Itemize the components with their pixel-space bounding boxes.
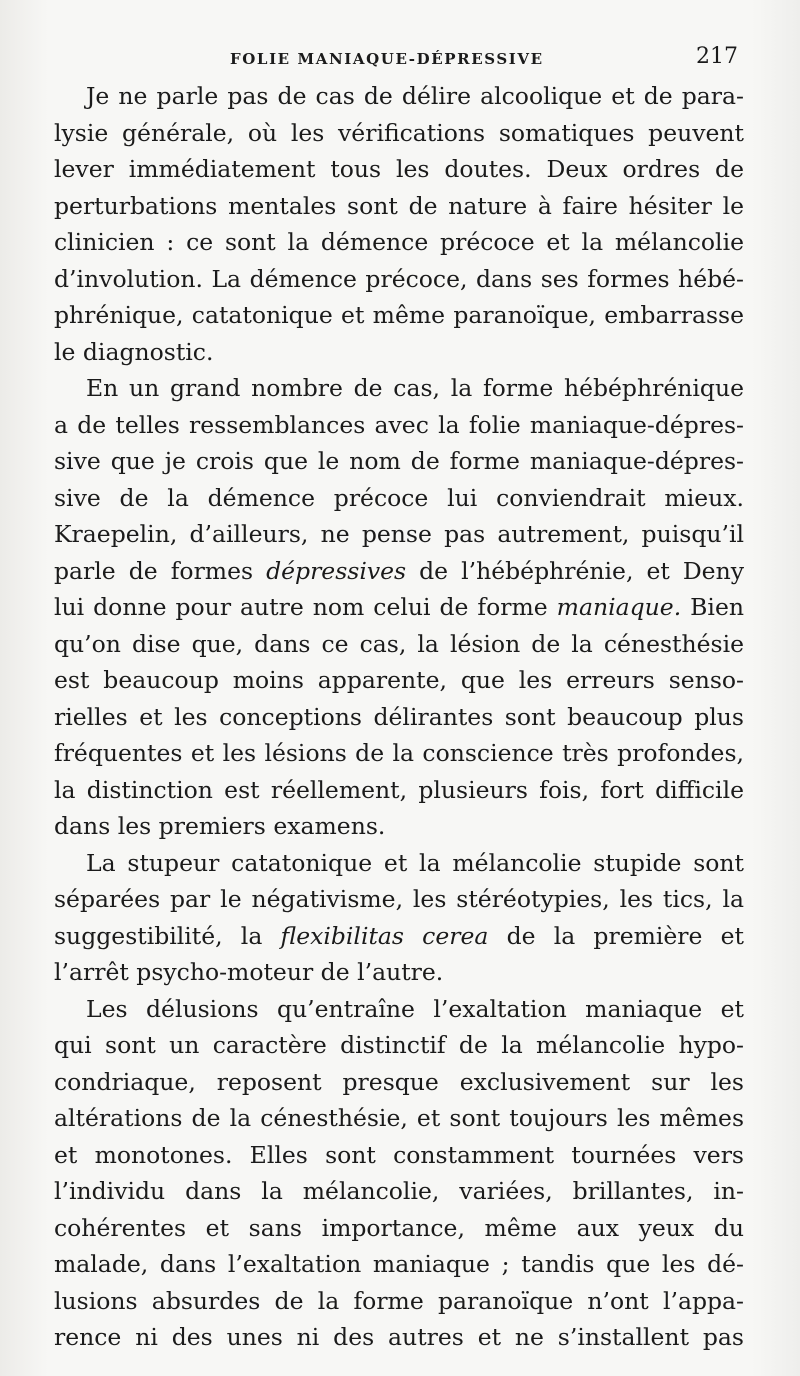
text-line — [54, 151, 744, 188]
running-head — [56, 44, 742, 76]
line-text: altérations de la cénesthésie, et sont toujours les mêmes — [54, 1104, 744, 1132]
text-line — [54, 808, 744, 845]
line-text-after: Bien — [681, 593, 744, 621]
italic-term: dépressives — [266, 556, 407, 585]
text-line — [54, 224, 744, 261]
line-text: En un grand nombre de cas, la forme hébéphrénique — [86, 374, 744, 402]
line-text: fréquentes et les lésions de la conscience très profondes, — [54, 739, 744, 767]
line-text: l’individu dans la mélancolie, variées, brillantes, in- — [54, 1177, 744, 1205]
text-line — [54, 1100, 744, 1137]
line-text: sive de la démence précoce lui conviendrait mieux. — [54, 483, 744, 512]
line-text-before: suggestibilité, la — [54, 921, 281, 950]
text-line — [54, 407, 744, 444]
text-line — [54, 1283, 744, 1320]
text-line — [54, 1210, 744, 1247]
text-line — [54, 881, 744, 918]
text-line — [54, 735, 744, 772]
text-line — [54, 334, 744, 371]
line-text: Je ne parle pas de cas de délire alcoolique et de para- — [86, 82, 744, 110]
line-text: rence ni des unes ni des autres et ne s’installent pas — [54, 1323, 744, 1351]
line-text: séparées par le négativisme, les stéréotypies, les tics, la — [54, 885, 744, 913]
line-text: l’arrêt psycho-moteur de l’autre. — [54, 958, 444, 986]
line-text: phrénique, catatonique et même paranoïque, embarrasse — [54, 301, 744, 329]
line-text: le diagnostic. — [54, 337, 214, 366]
body-text — [54, 78, 744, 1356]
text-line — [54, 78, 744, 115]
line-text: cohérentes et sans importance, même aux yeux du — [54, 1213, 744, 1242]
text-line — [54, 188, 744, 225]
text-line — [54, 772, 744, 809]
text-line — [54, 516, 744, 553]
line-text: condriaque, reposent presque exclusivement sur les — [54, 1067, 744, 1096]
text-line — [54, 115, 744, 152]
text-line — [54, 589, 744, 626]
line-text: perturbations mentales sont de nature à faire hésiter le — [54, 191, 744, 220]
line-text: Kraepelin, d’ailleurs, ne pense pas autrement, puisqu’il — [54, 520, 744, 548]
line-text-after: de l’hébéphrénie, et Deny — [406, 556, 744, 585]
text-line — [54, 1319, 744, 1356]
text-line — [54, 480, 744, 517]
text-line — [54, 845, 744, 882]
line-text: et monotones. Elles sont constamment tournées vers — [54, 1140, 744, 1169]
page-number: 217 — [696, 44, 738, 69]
text-line — [54, 443, 744, 480]
line-text: clinicien : ce sont la démence précoce et la mélancolie — [54, 228, 744, 256]
line-text: lusions absurdes de la forme paranoïque n’ont l’appa- — [54, 1286, 744, 1315]
line-text: lever immédiatement tous les doutes. Deux ordres de — [54, 155, 744, 183]
text-line — [54, 1173, 744, 1210]
line-text-after: de la première et — [488, 921, 744, 950]
text-line — [54, 370, 744, 407]
text-line — [54, 261, 744, 298]
line-text: sive que je crois que le nom de forme maniaque-dépres- — [54, 447, 744, 475]
line-text-before: parle de formes — [54, 556, 267, 585]
line-text: qui sont un caractère distinctif de la mélancolie hypo- — [54, 1031, 744, 1059]
line-text: rielles et les conceptions délirantes sont beaucoup plus — [54, 702, 744, 731]
italic-term: flexibilitas cerea — [280, 921, 489, 950]
line-text: la distinction est réellement, plusieurs fois, fort difficile — [54, 775, 744, 804]
line-text: d’involution. La démence précoce, dans ses formes hébé- — [54, 264, 744, 293]
text-line — [54, 1246, 744, 1283]
line-text: La stupeur catatonique et la mélancolie stupide sont — [86, 848, 744, 877]
text-line — [54, 662, 744, 699]
line-text: malade, dans l’exaltation maniaque ; tandis que les dé- — [54, 1250, 744, 1278]
text-line — [54, 297, 744, 334]
text-line — [54, 954, 744, 991]
text-line — [54, 1027, 744, 1064]
line-text: dans les premiers examens. — [54, 812, 386, 840]
line-text: est beaucoup moins apparente, que les erreurs senso- — [54, 666, 744, 694]
italic-term: maniaque. — [556, 593, 682, 621]
text-line — [54, 553, 744, 590]
text-line — [54, 626, 744, 663]
text-line — [54, 918, 744, 955]
text-line — [54, 1064, 744, 1101]
text-line — [54, 1137, 744, 1174]
text-line — [54, 699, 744, 736]
line-text-before: lui donne pour autre nom celui de forme — [54, 593, 557, 621]
line-text: qu’on dise que, dans ce cas, la lésion de la cénesthésie — [54, 629, 744, 658]
text-line — [54, 991, 744, 1028]
running-title: FOLIE MANIAQUE-DÉPRESSIVE — [230, 50, 544, 68]
line-text: lysie générale, où les vérifications somatiques peuvent — [54, 118, 744, 147]
line-text: a de telles ressemblances avec la folie maniaque-dépres- — [54, 410, 744, 439]
line-text: Les délusions qu’entraîne l’exaltation maniaque et — [86, 994, 744, 1023]
